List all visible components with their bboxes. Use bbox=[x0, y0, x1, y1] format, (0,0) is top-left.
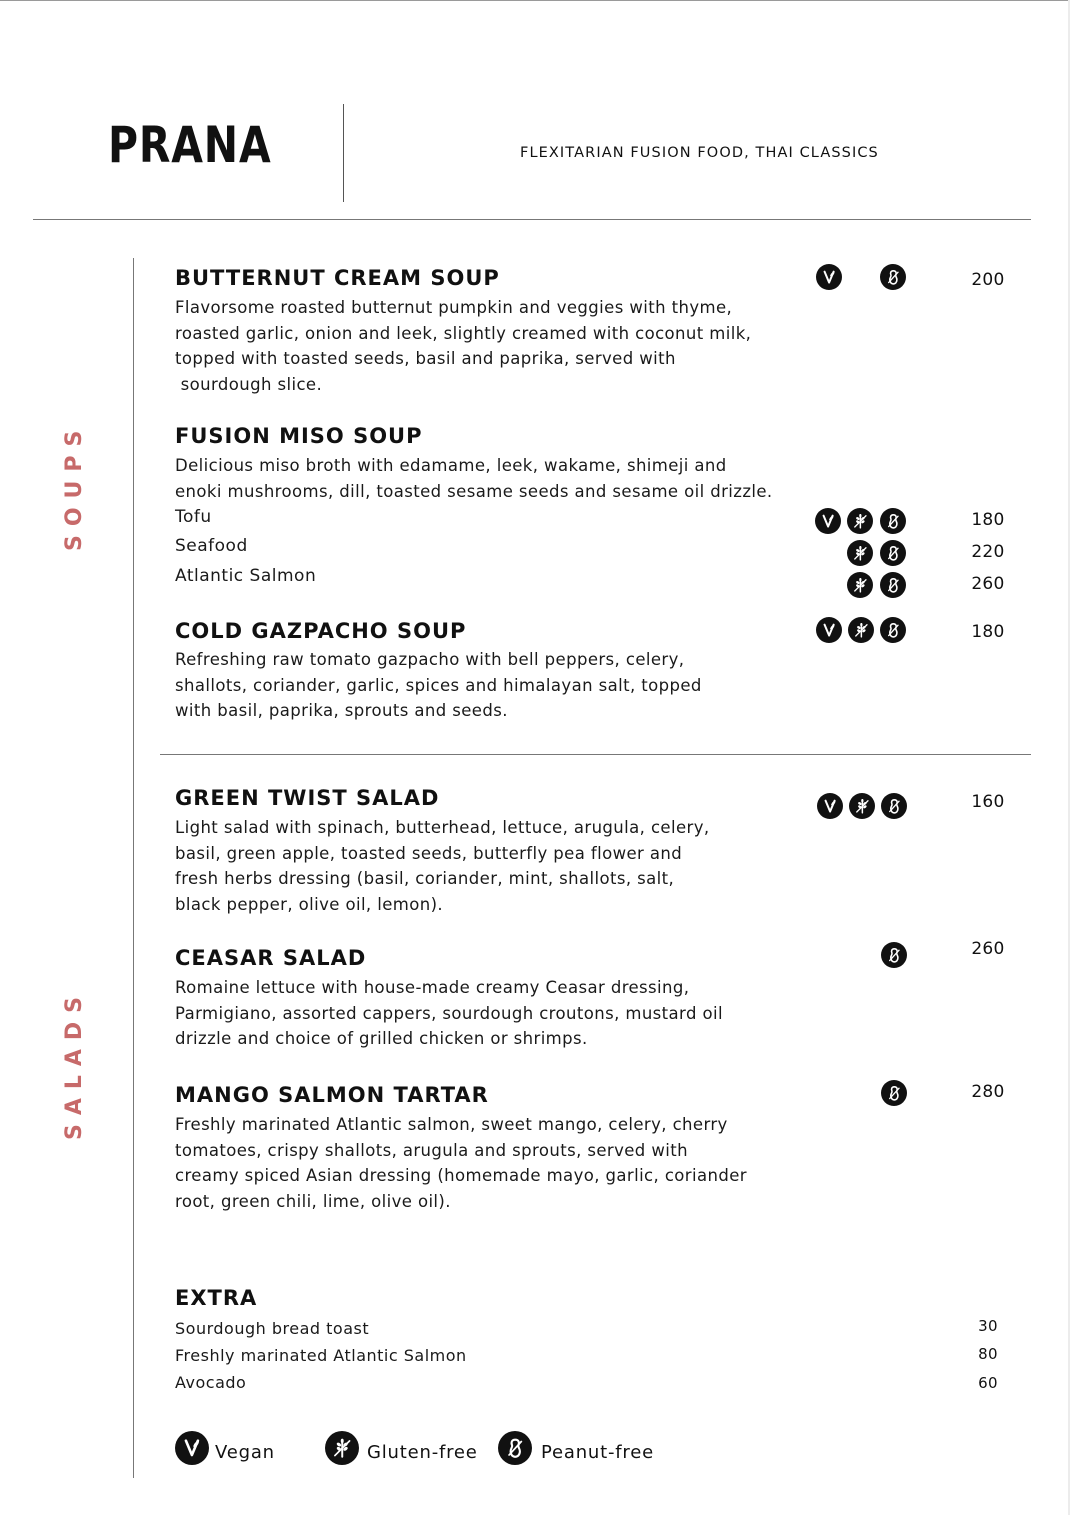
dish-desc-mango-salmon bbox=[175, 1112, 795, 1214]
section-label-soups: SOUPS bbox=[62, 421, 87, 551]
price-seafood: 220 bbox=[971, 542, 1005, 562]
top-border bbox=[0, 0, 1070, 1]
desc-line: Freshly marinated Atlantic salmon, sweet mango, celery, cherry bbox=[175, 1115, 728, 1134]
extra-item-sourdough: Sourdough bread toast bbox=[175, 1319, 370, 1338]
legend-gluten-free: Gluten-free bbox=[367, 1442, 478, 1463]
option-seafood: Seafood bbox=[175, 536, 248, 556]
price-ceasar: 260 bbox=[971, 939, 1005, 959]
peanut-free-icon bbox=[880, 572, 906, 598]
desc-line: Light salad with spinach, butterhead, lettuce, arugula, celery, bbox=[175, 818, 710, 837]
logo: PRANA bbox=[108, 116, 272, 174]
desc-line: root, green chili, lime, olive oil). bbox=[175, 1191, 451, 1211]
price-mango-salmon: 280 bbox=[971, 1082, 1005, 1102]
price-extra-salmon: 80 bbox=[978, 1345, 998, 1363]
dish-desc-gazpacho bbox=[175, 647, 795, 724]
price-extra-sourdough: 30 bbox=[978, 1317, 998, 1335]
vegan-icon bbox=[816, 264, 842, 290]
gluten-free-icon bbox=[849, 793, 875, 819]
desc-line: enoki mushrooms, dill, toasted sesame seeds and sesame oil drizzle. bbox=[175, 481, 773, 501]
dish-title-ceasar: CEASAR SALAD bbox=[175, 946, 367, 970]
price-gazpacho: 180 bbox=[971, 622, 1005, 642]
price-butternut: 200 bbox=[971, 270, 1005, 290]
desc-line: fresh herbs dressing (basil, coriander, mint, shallots, salt, bbox=[175, 869, 675, 889]
peanut-free-icon bbox=[880, 617, 906, 643]
price-extra-avocado: 60 bbox=[978, 1374, 998, 1392]
peanut-free-icon bbox=[880, 264, 906, 290]
tagline: FLEXITARIAN FUSION FOOD, THAI CLASSICS bbox=[520, 145, 879, 161]
desc-line: Delicious miso broth with edamame, leek, wakame, shimeji and bbox=[175, 456, 727, 475]
price-tofu: 180 bbox=[971, 510, 1005, 530]
dish-title-gazpacho: COLD GAZPACHO SOUP bbox=[175, 619, 467, 643]
desc-line: drizzle and choice of grilled chicken or shrimps. bbox=[175, 1029, 588, 1049]
desc-line: Refreshing raw tomato gazpacho with bell peppers, celery, bbox=[175, 650, 685, 669]
desc-line: basil, green apple, toasted seeds, butterfly pea flower and bbox=[175, 843, 683, 863]
desc-line: roasted garlic, onion and leek, slightly creamed with coconut milk, bbox=[175, 323, 752, 343]
header-divider bbox=[343, 104, 344, 202]
dish-title-green-twist: GREEN TWIST SALAD bbox=[175, 786, 440, 810]
desc-line: Parmigiano, assorted cappers, sourdough croutons, mustard oil bbox=[175, 1003, 723, 1023]
desc-line: black pepper, olive oil, lemon). bbox=[175, 894, 444, 914]
gluten-free-icon bbox=[847, 540, 873, 566]
peanut-free-icon bbox=[880, 540, 906, 566]
dish-desc-miso bbox=[175, 453, 795, 504]
dish-desc-ceasar bbox=[175, 975, 795, 1052]
dish-desc-butternut bbox=[175, 295, 795, 397]
desc-line: creamy spiced Asian dressing (homemade mayo, garlic, coriander bbox=[175, 1166, 747, 1186]
dish-title-mango-salmon: MANGO SALMON TARTAR bbox=[175, 1083, 489, 1107]
peanut-free-icon bbox=[881, 793, 907, 819]
vegan-icon bbox=[817, 793, 843, 819]
vegan-icon bbox=[175, 1431, 209, 1465]
option-atlantic-salmon: Atlantic Salmon bbox=[175, 566, 317, 586]
desc-line: topped with toasted seeds, basil and paprika, served with bbox=[175, 349, 676, 369]
peanut-free-icon bbox=[881, 1080, 907, 1106]
side-rule bbox=[133, 258, 134, 1478]
price-atlantic-salmon: 260 bbox=[971, 574, 1005, 594]
gluten-free-icon bbox=[847, 508, 873, 534]
section-rule bbox=[160, 754, 1031, 755]
extra-item-avocado: Avocado bbox=[175, 1373, 247, 1392]
desc-line: with basil, paprika, sprouts and seeds. bbox=[175, 701, 508, 721]
gluten-free-icon bbox=[847, 572, 873, 598]
extra-item-salmon: Freshly marinated Atlantic Salmon bbox=[175, 1346, 467, 1365]
legend-vegan: Vegan bbox=[215, 1442, 275, 1463]
desc-line: tomatoes, crispy shallots, arugula and sprouts, served with bbox=[175, 1140, 688, 1160]
option-tofu: Tofu bbox=[175, 507, 212, 527]
peanut-free-icon bbox=[881, 942, 907, 968]
price-green-twist: 160 bbox=[971, 792, 1005, 812]
desc-line: Romaine lettuce with house-made creamy Ceasar dressing, bbox=[175, 978, 690, 997]
gluten-free-icon bbox=[848, 617, 874, 643]
dish-title-miso: FUSION MISO SOUP bbox=[175, 424, 423, 448]
peanut-free-icon bbox=[880, 508, 906, 534]
section-label-salads: SALADS bbox=[62, 987, 87, 1140]
dish-desc-green-twist bbox=[175, 815, 795, 917]
desc-line: Flavorsome roasted butternut pumpkin and veggies with thyme, bbox=[175, 298, 733, 317]
vegan-icon bbox=[816, 617, 842, 643]
dish-title-butternut: BUTTERNUT CREAM SOUP bbox=[175, 266, 500, 290]
legend-peanut-free: Peanut-free bbox=[541, 1442, 654, 1463]
peanut-free-icon bbox=[498, 1431, 532, 1465]
gluten-free-icon bbox=[325, 1431, 359, 1465]
desc-line: shallots, coriander, garlic, spices and himalayan salt, topped bbox=[175, 675, 702, 695]
header-rule bbox=[33, 219, 1031, 220]
vegan-icon bbox=[815, 508, 841, 534]
desc-line: sourdough slice. bbox=[175, 374, 323, 394]
extra-title: EXTRA bbox=[175, 1286, 258, 1310]
